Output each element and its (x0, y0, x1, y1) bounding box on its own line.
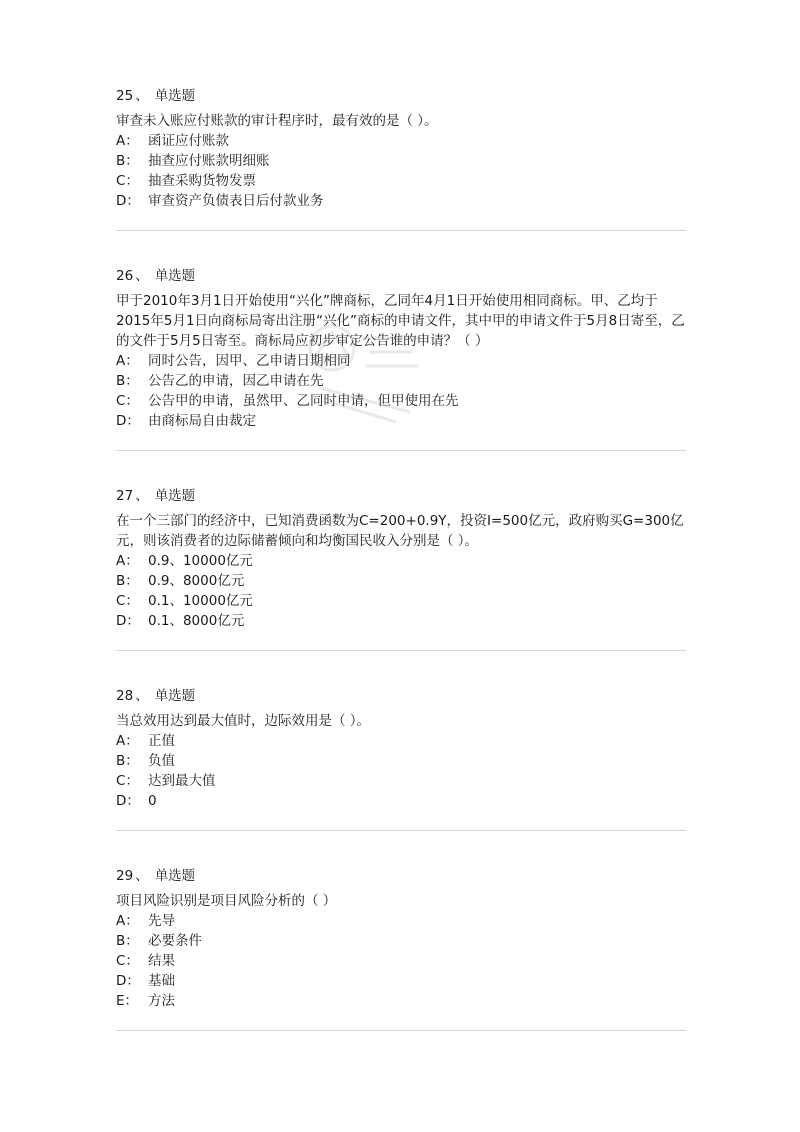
question-header (116, 86, 686, 106)
option-text: 审查资产负债表日后付款业务 (148, 193, 324, 209)
question-header (116, 686, 686, 706)
option-d (116, 611, 686, 631)
option-text: 负值 (148, 753, 175, 769)
option-text: 抽查采购货物发票 (148, 173, 256, 189)
option-b (116, 151, 686, 171)
option-text: 0 (148, 793, 157, 809)
question-number: 29 (116, 868, 134, 884)
option-e (116, 991, 686, 1011)
option-text: 0.1、10000亿元 (148, 593, 253, 609)
option-text: 达到最大值 (148, 773, 216, 789)
question-header (116, 486, 686, 506)
question-29 (116, 866, 686, 1011)
option-letter: D： (116, 193, 140, 209)
option-b (116, 931, 686, 951)
question-text: 当总效用达到最大值时，边际效用是（ ）。 (116, 713, 371, 729)
question-type: 单选题 (154, 268, 196, 284)
option-letter: C： (116, 173, 139, 189)
question-25 (116, 86, 686, 211)
question-separator: 、 (135, 88, 149, 104)
question-header (116, 866, 686, 886)
question-26 (116, 266, 686, 431)
option-letter: B： (116, 373, 139, 389)
question-type: 单选题 (154, 88, 196, 104)
divider (116, 830, 686, 831)
option-text: 0.1、8000亿元 (148, 613, 245, 629)
option-text: 由商标局自由裁定 (148, 413, 256, 429)
option-letter: B： (116, 573, 139, 589)
divider (116, 450, 686, 451)
option-d (116, 411, 686, 431)
option-letter: A： (116, 733, 139, 749)
option-text: 抽查应付账款明细账 (148, 153, 270, 169)
option-text: 方法 (148, 993, 175, 1009)
option-text: 正值 (148, 733, 175, 749)
question-text: 项目风险识别是项目风险分析的（ ） (116, 893, 337, 909)
option-letter: A： (116, 553, 139, 569)
option-text: 同时公告，因甲、乙申请日期相同 (148, 353, 351, 369)
question-separator: 、 (135, 488, 149, 504)
question-header (116, 266, 686, 286)
question-28 (116, 686, 686, 811)
divider (116, 1030, 686, 1031)
option-c (116, 951, 686, 971)
option-c (116, 391, 686, 411)
option-text: 函证应付账款 (148, 133, 229, 149)
option-text: 公告甲的申请，虽然甲、乙同时申请，但甲使用在先 (148, 393, 459, 409)
option-letter: D： (116, 613, 140, 629)
option-letter: A： (116, 133, 139, 149)
option-letter: D： (116, 973, 140, 989)
option-text: 先导 (148, 913, 175, 929)
option-text: 结果 (148, 953, 175, 969)
option-letter: B： (116, 153, 139, 169)
question-27 (116, 486, 686, 631)
option-letter: C： (116, 773, 139, 789)
question-separator: 、 (135, 868, 149, 884)
option-a (116, 551, 686, 571)
question-text: 甲于2010年3月1日开始使用“兴化”牌商标，乙同年4月1日开始使用相同商标。甲、乙均于2015年5月1日向商标局寄出注册“兴化”商标的申请文件，其中甲的申请文件于5月8日寄至，乙的文件于5月5日寄至。商标局应初步审定公告谁的申请？（ ） (116, 293, 685, 349)
option-letter: A： (116, 353, 139, 369)
divider (116, 650, 686, 651)
option-letter: D： (116, 413, 140, 429)
divider (116, 230, 686, 231)
option-a (116, 911, 686, 931)
option-c (116, 591, 686, 611)
option-text: 公告乙的申请，因乙申请在先 (148, 373, 324, 389)
question-number: 27 (116, 488, 134, 504)
option-letter: C： (116, 953, 139, 969)
question-number: 26 (116, 268, 134, 284)
option-text: 0.9、10000亿元 (148, 553, 253, 569)
option-letter: E： (116, 993, 139, 1009)
option-a (116, 131, 686, 151)
option-letter: C： (116, 393, 139, 409)
option-d (116, 791, 686, 811)
question-type: 单选题 (154, 868, 196, 884)
option-b (116, 751, 686, 771)
option-text: 必要条件 (148, 933, 202, 949)
option-d (116, 971, 686, 991)
question-type: 单选题 (154, 688, 196, 704)
option-letter: A： (116, 913, 139, 929)
question-text: 在一个三部门的经济中，已知消费函数为C=200+0.9Y，投资I=500亿元，政府购买G=300亿元，则该消费者的边际储蓄倾向和均衡国民收入分别是（ ）。 (116, 513, 684, 549)
question-number: 28 (116, 688, 134, 704)
option-text: 0.9、8000亿元 (148, 573, 245, 589)
option-letter: D： (116, 793, 140, 809)
question-type: 单选题 (154, 488, 196, 504)
option-a (116, 351, 686, 371)
question-separator: 、 (135, 688, 149, 704)
option-text: 基础 (148, 973, 175, 989)
option-d (116, 191, 686, 211)
option-c (116, 171, 686, 191)
option-letter: C： (116, 593, 139, 609)
question-number: 25 (116, 88, 134, 104)
question-text: 审查未入账应付账款的审计程序时，最有效的是（ ）。 (116, 113, 438, 129)
option-letter: B： (116, 933, 139, 949)
option-b (116, 371, 686, 391)
option-a (116, 731, 686, 751)
option-b (116, 571, 686, 591)
option-c (116, 771, 686, 791)
option-letter: B： (116, 753, 139, 769)
question-separator: 、 (135, 268, 149, 284)
